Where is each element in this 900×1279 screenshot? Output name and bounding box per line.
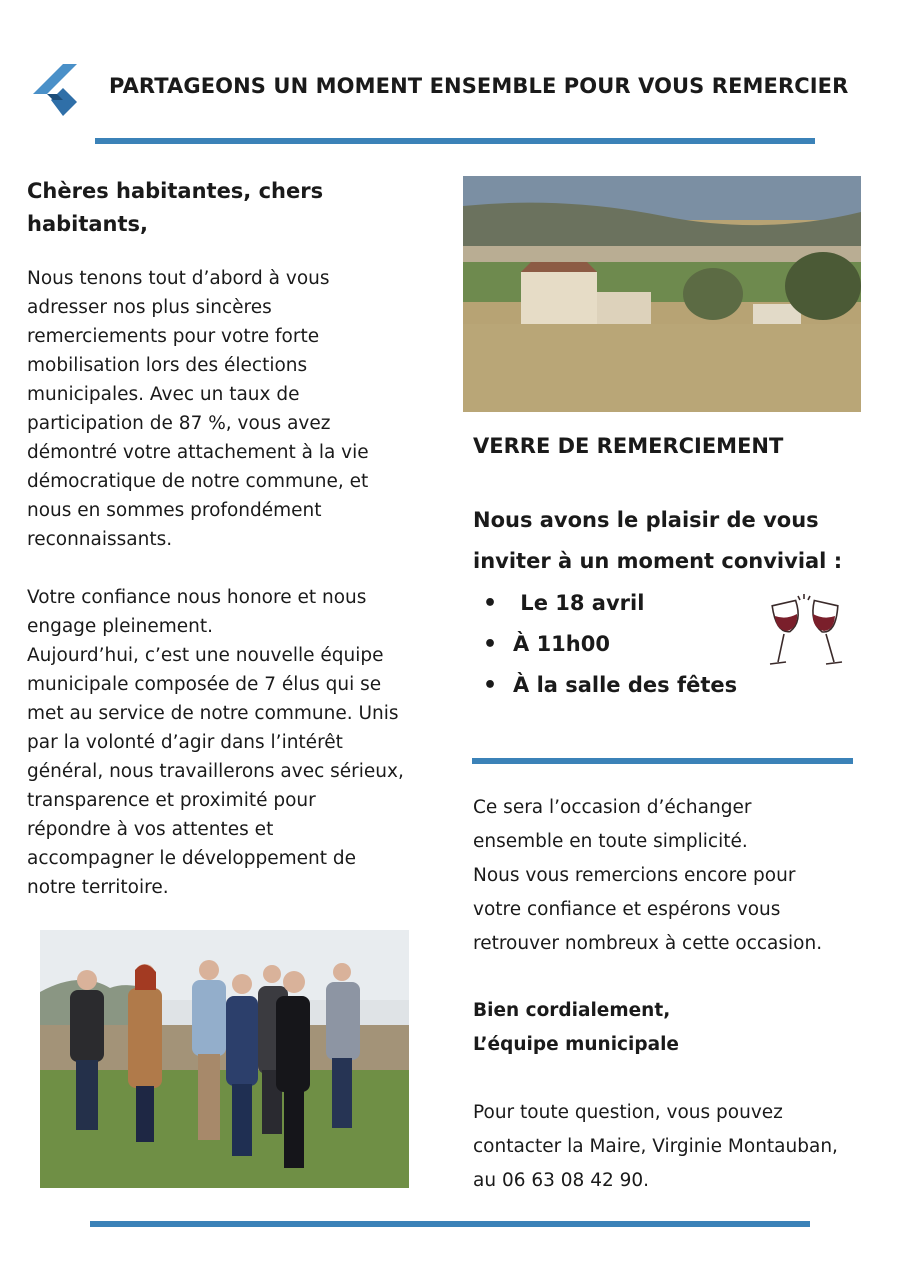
text-line: démontré votre attachement à la vie: [27, 442, 369, 463]
contact-paragraph: [473, 1096, 873, 1198]
bullet-glyph: •: [483, 591, 498, 616]
invite-line: inviter à un moment convivial :: [473, 549, 843, 573]
event-location: À la salle des fêtes: [513, 673, 738, 697]
text-line: par la volonté d’agir dans l’intérêt: [27, 732, 343, 753]
text-line: met au service de notre commune. Unis: [27, 703, 399, 724]
text-line: mobilisation lors des élections: [27, 355, 308, 376]
text-line: général, nous travaillerons avec sérieux,: [27, 761, 404, 782]
paragraph-2: [27, 583, 427, 902]
page-title: PARTAGEONS UN MOMENT ENSEMBLE POUR VOUS REMERCIER: [109, 74, 849, 98]
signoff-line: L’équipe municipale: [473, 1034, 679, 1055]
text-line: Ce sera l’occasion d’échanger: [473, 797, 752, 818]
mid-divider: [472, 758, 853, 764]
signoff-line: Bien cordialement,: [473, 1000, 671, 1021]
municipal-team-photo: [40, 930, 409, 1188]
text-line: répondre à vos attentes et: [27, 819, 274, 840]
signoff: [473, 994, 873, 1062]
section-title: VERRE DE REMERCIEMENT: [473, 434, 784, 458]
text-line: retrouver nombreux à cette occasion.: [473, 933, 823, 954]
text-line: participation de 87 %, vous avez: [27, 413, 331, 434]
greeting-line: habitants,: [27, 212, 149, 236]
text-line: accompagner le développement de: [27, 848, 357, 869]
text-line: ensemble en toute simplicité.: [473, 831, 748, 852]
text-line: notre territoire.: [27, 877, 169, 898]
list-item: [483, 665, 737, 706]
invitation: [473, 500, 873, 582]
text-line: Votre confiance nous honore et nous: [27, 587, 367, 608]
greeting-line: Chères habitantes, chers: [27, 179, 324, 203]
paragraph-1: [27, 264, 427, 554]
text-line: Aujourd’hui, c’est une nouvelle équipe: [27, 645, 384, 666]
text-line: démocratique de notre commune, et: [27, 471, 369, 492]
header-divider: [95, 138, 815, 144]
greeting: [27, 175, 407, 241]
text-line: reconnaissants.: [27, 529, 173, 550]
event-time: À 11h00: [513, 632, 610, 656]
footer-divider: [90, 1221, 810, 1227]
text-line: Nous vous remercions encore pour: [473, 865, 796, 886]
text-line: contacter la Maire, Virginie Montauban,: [473, 1136, 838, 1157]
bullet-glyph: •: [483, 632, 498, 657]
closing-paragraph: [473, 791, 873, 961]
bullet-glyph: •: [483, 673, 498, 698]
text-line: transparence et proximité pour: [27, 790, 316, 811]
text-line: nous en sommes profondément: [27, 500, 322, 521]
text-line: municipales. Avec un taux de: [27, 384, 300, 405]
text-line: adresser nos plus sincères: [27, 297, 272, 318]
event-date: Le 18 avril: [513, 591, 645, 615]
text-line: votre confiance et espérons vous: [473, 899, 781, 920]
list-item: [483, 583, 737, 624]
text-line: Pour toute question, vous pouvez: [473, 1102, 783, 1123]
invite-line: Nous avons le plaisir de vous: [473, 508, 819, 532]
chevron-logo-icon: [33, 62, 77, 118]
text-line: au 06 63 08 42 90.: [473, 1170, 650, 1191]
event-details-list: [483, 583, 737, 706]
text-line: Nous tenons tout d’abord à vous: [27, 268, 330, 289]
text-line: remerciements pour votre forte: [27, 326, 320, 347]
village-landscape-photo: [463, 176, 861, 412]
list-item: [483, 624, 737, 665]
text-line: engage pleinement.: [27, 616, 213, 637]
text-line: municipale composée de 7 élus qui se: [27, 674, 382, 695]
wine-glasses-icon: [764, 594, 848, 670]
